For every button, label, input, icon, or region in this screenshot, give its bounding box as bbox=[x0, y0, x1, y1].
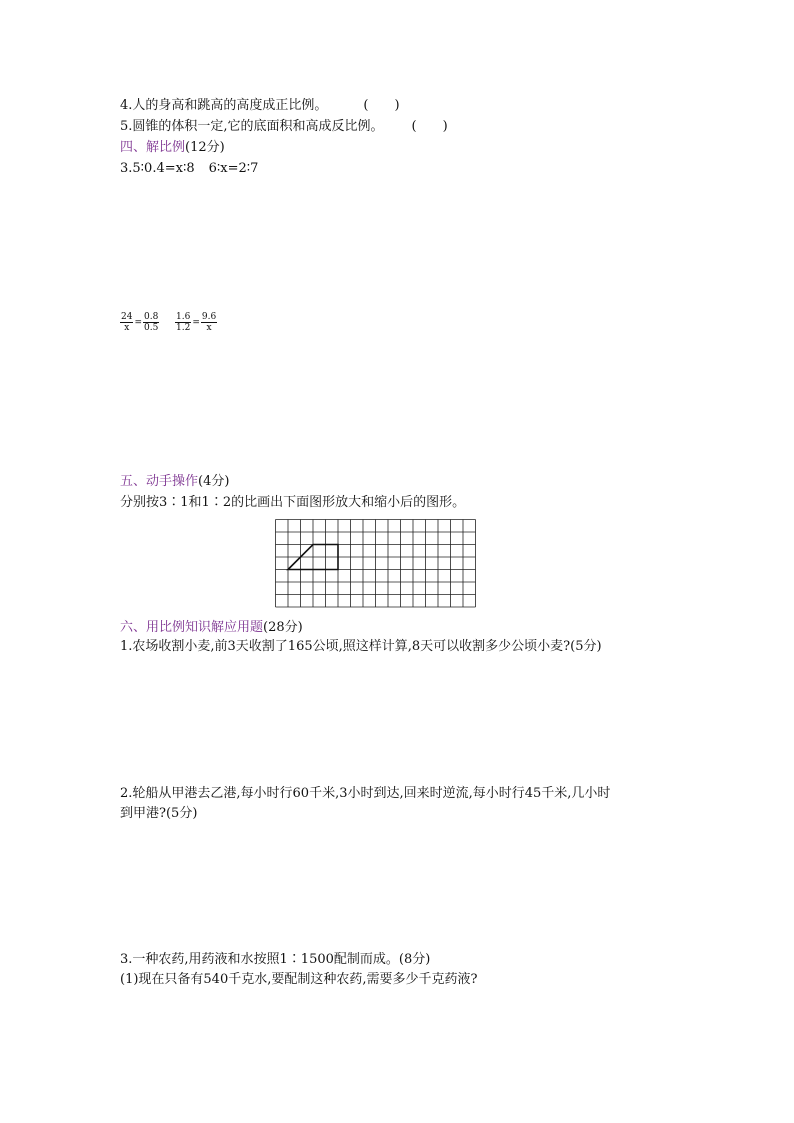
equation-3-num-left: 24 bbox=[121, 312, 133, 322]
judge-item-5-text: 5.圆锥的体积一定,它的底面积和高成反比例。 bbox=[120, 119, 384, 134]
equation-4 bbox=[175, 312, 217, 333]
equation-4-den-right: x bbox=[206, 323, 212, 333]
section-4-title: 四、解比例 bbox=[120, 140, 186, 155]
section-6-score: (28分) bbox=[263, 620, 303, 635]
drawing-grid[interactable] bbox=[275, 519, 515, 609]
equation-4-op: = bbox=[192, 317, 200, 328]
judge-item-4-answer-blank[interactable]: ( ) bbox=[363, 98, 400, 113]
judge-item-4 bbox=[120, 97, 400, 115]
section-4-equations-row1 bbox=[120, 160, 258, 178]
question-3: 3.一种农药,用药液和水按照1∶1500配制而成。(8分) bbox=[120, 952, 431, 967]
section-5-title: 五、动手操作 bbox=[120, 474, 199, 489]
question-1: 1.农场收割小麦,前3天收割了165公顷,照这样计算,8天可以收割多少公顷小麦?(5分) bbox=[120, 639, 602, 654]
equation-3 bbox=[120, 312, 159, 333]
question-2-line-2: 到甲港?(5分) bbox=[120, 806, 198, 821]
equation-3-op: = bbox=[134, 317, 142, 328]
judge-item-5 bbox=[120, 118, 448, 136]
section-5-score: (4分) bbox=[198, 474, 230, 489]
section-5-instruction: 分别按3∶1和1∶2的比画出下面图形放大和缩小后的图形。 bbox=[120, 495, 466, 510]
equation-3-den-right: 0.5 bbox=[144, 323, 159, 333]
judge-item-4-text: 4.人的身高和跳高的高度成正比例。 bbox=[120, 98, 328, 113]
question-3-part-1: (1)现在只备有540千克水,要配制这种农药,需要多少千克药液? bbox=[120, 972, 478, 987]
section-6-title: 六、用比例知识解应用题 bbox=[120, 620, 264, 635]
equation-4-num-left: 1.6 bbox=[176, 312, 191, 322]
question-2-line-1: 2.轮船从甲港去乙港,每小时行60千米,3小时到达,回来时逆流,每小时行45千米,几小时 bbox=[120, 786, 611, 801]
section-6-heading bbox=[120, 619, 303, 637]
section-4-heading bbox=[120, 139, 225, 157]
equation-1: 3.5∶0.4=x∶8 bbox=[120, 161, 195, 176]
equation-3-den-left: x bbox=[124, 323, 130, 333]
equation-3-num-right: 0.8 bbox=[144, 312, 159, 322]
judge-item-5-answer-blank[interactable]: ( ) bbox=[411, 119, 448, 134]
equation-4-den-left: 1.2 bbox=[176, 323, 191, 333]
section-4-score: (12分) bbox=[185, 140, 225, 155]
section-5-heading bbox=[120, 473, 229, 491]
equation-2: 6∶x=2∶7 bbox=[208, 161, 259, 176]
equation-4-num-right: 9.6 bbox=[201, 312, 217, 322]
